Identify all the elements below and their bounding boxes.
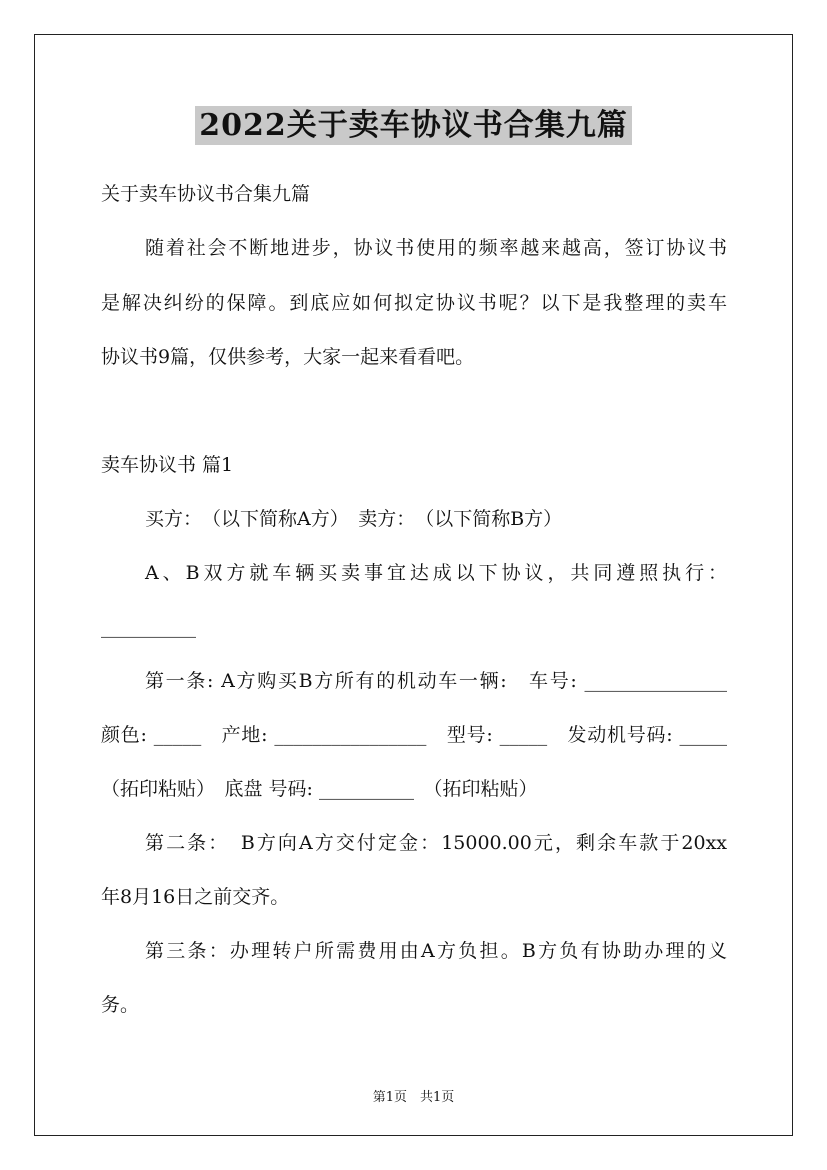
- article2-line-2: 年8月16日之前交齐。: [101, 886, 290, 908]
- document-subtitle: 关于卖车协议书合集九篇: [101, 183, 311, 205]
- article1-line-1: 第一条: A方购买B方所有的机动车一辆: 车号: _______________: [145, 670, 727, 692]
- article1-line-3: （拓印粘贴） 底盘 号码: __________ （拓印粘贴）: [101, 778, 538, 800]
- article3-line-2: 务。: [101, 994, 140, 1016]
- intro-line-3: 协议书9篇，仅供参考，大家一起来看看吧。: [101, 346, 475, 368]
- article3-line-1: 第三条：办理转户所需费用由A方负担。B方负有协助办理的义: [145, 940, 727, 962]
- document-title: [0, 100, 827, 144]
- section-heading: 卖车协议书 篇1: [101, 454, 234, 476]
- parties-line: 买方： （以下简称A方） 卖方： （以下简称B方）: [145, 508, 563, 530]
- intro-line-2: 是解决纠纷的保障。到底应如何拟定协议书呢？以下是我整理的卖车: [101, 292, 727, 314]
- article2-line-1: 第二条： B方向A方交付定金：15000.00元，剩余车款于20xx: [145, 832, 727, 854]
- page-footer: 第1页 共1页: [372, 1090, 455, 1105]
- agreement-line: A、B双方就车辆买卖事宜达成以下协议，共同遵照执行：: [145, 562, 727, 584]
- blank-line: __________: [101, 616, 196, 638]
- document-title-text: 2022关于卖车协议书合集九篇: [195, 106, 632, 145]
- article1-line-2: 颜色: _____ 产地: ________________ 型号: _____ 发动机号码: _____: [101, 724, 727, 746]
- intro-line-1: 随着社会不断地进步，协议书使用的频率越来越高，签订协议书: [145, 237, 727, 259]
